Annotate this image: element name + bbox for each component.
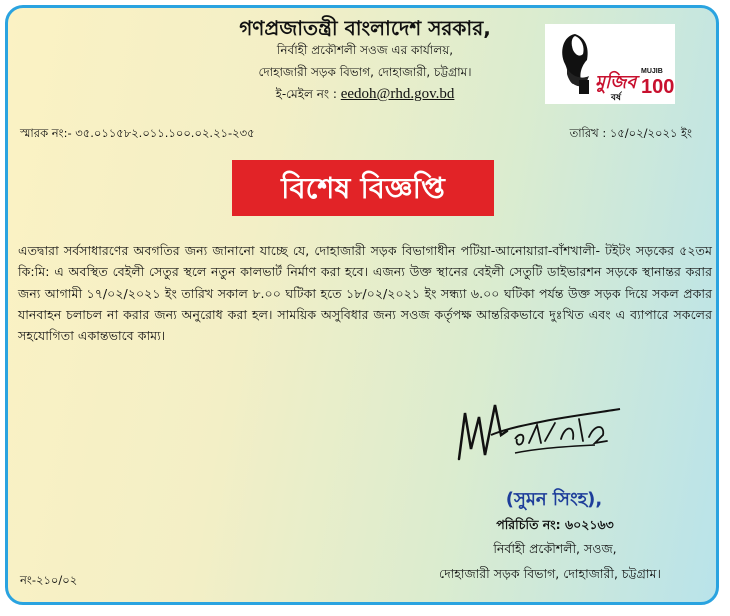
- logo-mujib-en: MUJIB: [641, 68, 663, 75]
- notice-title-banner: বিশেষ বিজ্ঞপ্তি: [232, 160, 494, 216]
- signature-icon: [445, 395, 645, 475]
- signatory-name: (সুমন সিংহ),: [505, 489, 603, 510]
- logo-borsho-text: বর্ষ: [611, 93, 621, 103]
- handwritten-signature: [445, 395, 645, 475]
- notice-body: এতদ্বারা সর্বসাধারণের অবগতির জন্য জানানো যাচ্ছে যে, দোহাজারী সড়ক বিভাগাধীন পটিয়া-আনোয়ারা-বাঁশখালী- টইটং সড়কের ৫২তম কি:মি: এ অবস্থিত বেইলী সেতুর স্থলে নতুন কালভার্ট নির্মাণ করা হবে। এজন্য উক্ত স্থানের বেইলী সেতুটি ডাইভারশন সড়কে স্থানান্তর করার জন্য আগামী ১৭/০২/২০২১ ইং তারিখ সকাল ৮.০০ ঘটিকা হতে ১৮/০২/২০২১ ইং সন্ধ্যা ৬.০০ ঘটিকা পর্যন্ত উক্ত সড়ক দিয়ে সকল প্রকার যানবাহন চলাচল না করার জন্য অনুরোধ করা হল। সাময়িক অসুবিধার জন্য সওজ কর্তৃপক্ষ আন্তরিকভাবে দুঃখিত এবং এ ব্যাপারে সকলের সহযোগিতা একান্তভাবে কাম্য।: [18, 243, 712, 344]
- logo-100: 100: [641, 76, 675, 98]
- signatory-id: পরিচিতি নং: ৬০২১৬৩: [496, 517, 614, 532]
- mujib-borsho-logo: [545, 24, 675, 104]
- memo-number: স্মারক নং:- ৩৫.০১১৫৮২.০১১.১০০.০২.২১-২৩৫: [20, 126, 255, 140]
- notice-date: তারিখ : ১৫/০২/২০২১ ইং: [569, 126, 692, 140]
- email-link[interactable]: eedoh@rhd.gov.bd: [340, 86, 455, 102]
- signatory-designation: নির্বাহী প্রকৌশলী, সওজ,: [493, 541, 617, 556]
- government-title: গণপ্রজাতন্ত্রী বাংলাদেশ সরকার,: [239, 16, 491, 40]
- email-label: ই-মেইল নং :: [275, 87, 337, 101]
- logo-mujib-text: মুজিব: [595, 72, 637, 93]
- signatory-office: দোহাজারী সড়ক বিভাগ, দোহাজারী, চট্টগ্রাম।: [439, 566, 661, 581]
- reference-number: নং-২১০/০২: [20, 573, 78, 587]
- division-line: দোহাজারী সড়ক বিভাগ, দোহাজারী, চট্টগ্রাম।: [258, 65, 472, 79]
- office-line: নির্বাহী প্রকৌশলী সওজ এর কার্যালয়,: [276, 43, 454, 57]
